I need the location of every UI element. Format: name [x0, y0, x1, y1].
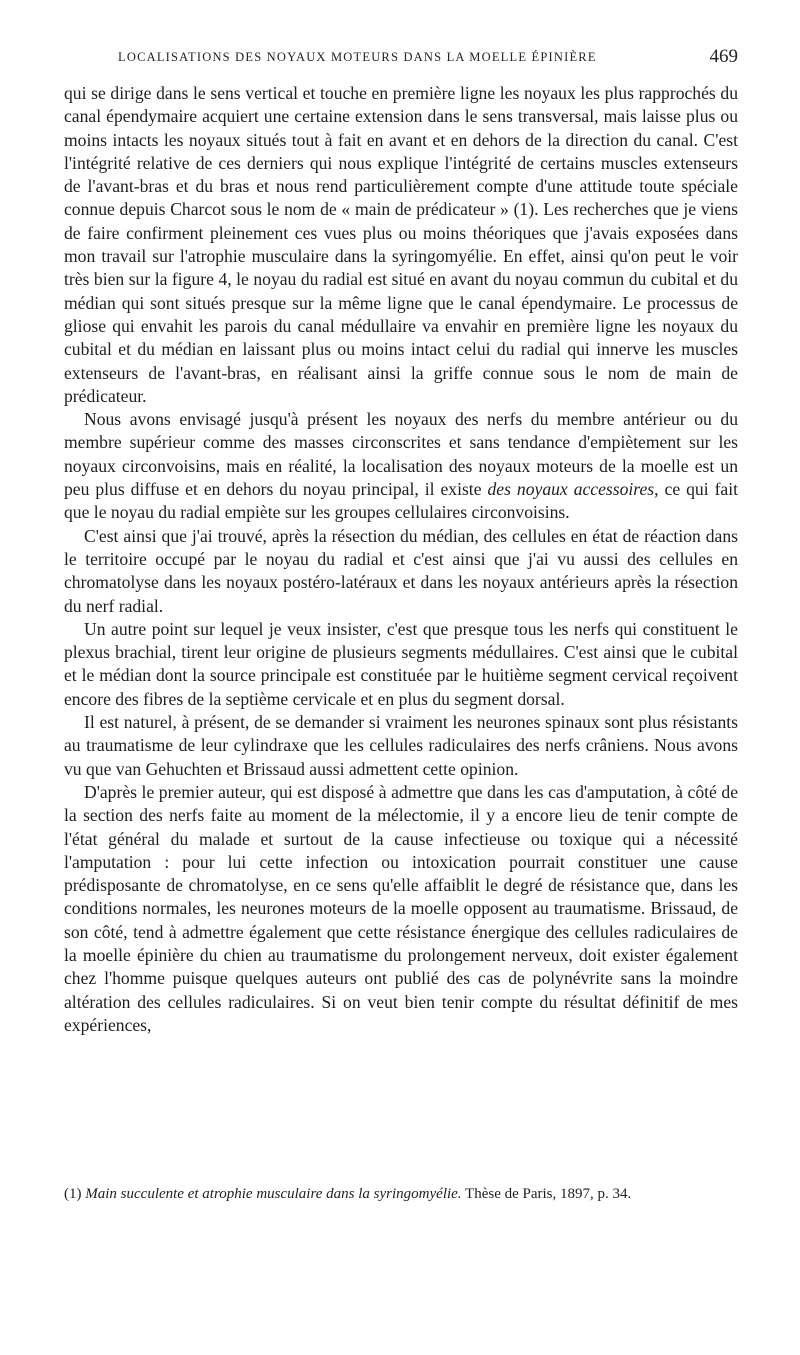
footnote-title: Main succulente et atrophie musculaire dans la syringomyélie. — [85, 1186, 462, 1202]
footnote — [64, 1183, 738, 1205]
paragraph: Il est naturel, à présent, de se demander si vraiment les neurones spinaux sont plus résistants au traumatisme de leur cylindraxe que les cellules radiculaires des nerfs crâniens. Nous avons vu que van Gehuchten et Brissaud aussi admettent cette opinion. — [64, 712, 738, 779]
paragraph: qui se dirige dans le sens vertical et touche en première ligne les noyaux les plus rapprochés du canal épendymaire acquiert une certaine extension dans le sens transversal, mais laisse plus ou moins intacts les noyaux situés tout à fait en avant et en dehors de la direction du canal. C'est l'intégrité relative de ces derniers qui nous explique l'intégrité de certains muscles extenseurs de l'avant-bras et du bras et nous rend particulièrement compte d'une attitude toute spéciale connue depuis Charcot sous le nom de « main de prédicateur » (1). Les recherches que je viens de faire confirment pleinement ces vues plus ou moins théoriques que j'avais exposées dans mon travail sur l'atrophie musculaire dans la syringomyélie. En effet, ainsi qu'on peut le voir très bien sur la figure 4, le noyau du radial est situé en avant du noyau commun du cubital et du médian qui sont situés presque sur la même ligne que le canal épendymaire. Le processus de gliose qui envahit les parois du canal médullaire va envahir en première ligne les noyaux du cubital et du médian en laissant plus ou moins intact celui du radial qui innerve les muscles extenseurs de l'avant-bras, en réalisant ainsi la griffe connue sous le nom de main de prédicateur. — [64, 83, 738, 406]
page-number: 469 — [709, 46, 738, 67]
footnote-marker: (1) — [64, 1186, 82, 1202]
paragraph-text: , ce qui fait que le noyau du radial empiète sur les groupes cellulaires circonvoisins. — [64, 479, 739, 523]
running-header — [118, 46, 738, 68]
footnote-reference: Thèse de Paris, 1897, p. 34. — [461, 1186, 632, 1202]
paragraph: Un autre point sur lequel je veux insister, c'est que presque tous les nerfs qui constituent le plexus brachial, tirent leur origine de plusieurs segments médullaires. C'est ainsi que le cubital et le médian dont la source principale est constituée par le huitième segment cervical reçoivent encore des fibres de la septième cervicale et en plus du segment dorsal. — [64, 618, 738, 709]
paragraph-text: Nous avons envisagé jusqu'à présent les noyaux des nerfs du membre antérieur ou du membre supérieur comme des masses circonscrites et sans tendance d'empiètement sur les noyaux circonvoisins, mais en réalité, la localisation des noyaux moteurs de la moelle est un peu plus diffuse et en dehors du noyau principal, il existe — [64, 409, 738, 500]
running-title: LOCALISATIONS DES NOYAUX MOTEURS DANS LA MOELLE ÉPINIÈRE — [118, 50, 597, 64]
paragraph: C'est ainsi que j'ai trouvé, après la résection du médian, des cellules en état de réaction dans le territoire occupé par le noyau du radial et c'est ainsi que j'ai vu aussi des cellules en chromatolyse dans les noyaux postéro-latéraux et dans les noyaux antérieurs après la résection du nerf radial. — [64, 525, 738, 616]
paragraph — [64, 408, 738, 524]
emphasis-text: des noyaux accessoires — [487, 479, 655, 500]
body-text — [64, 82, 738, 1037]
paragraph: D'après le premier auteur, qui est disposé à admettre que dans les cas d'amputation, à côté de la section des nerfs faite au moment de la mélectomie, il y a encore lieu de tenir compte de l'état général du malade et surtout de la cause infectieuse ou toxique qui a nécessité l'amputation : pour lui cette infection ou intoxication pourrait constituer une cause prédisposante de chromatolyse, en ce sens qu'elle affaiblit le degré de résistance que, dans les conditions normales, les neurones moteurs de la moelle opposent au traumatisme. Brissaud, de son côté, tend à admettre également que cette résistance énergique des cellules radiculaires de la moelle épinière du chien au traumatisme du prolongement nerveux, doit exister également chez l'homme puisque quelques auteurs ont publié des cas de polynévrite sans la moindre altération des cellules radiculaires. Si on veut bien tenir compte du résultat définitif de mes expériences, — [64, 781, 738, 1035]
